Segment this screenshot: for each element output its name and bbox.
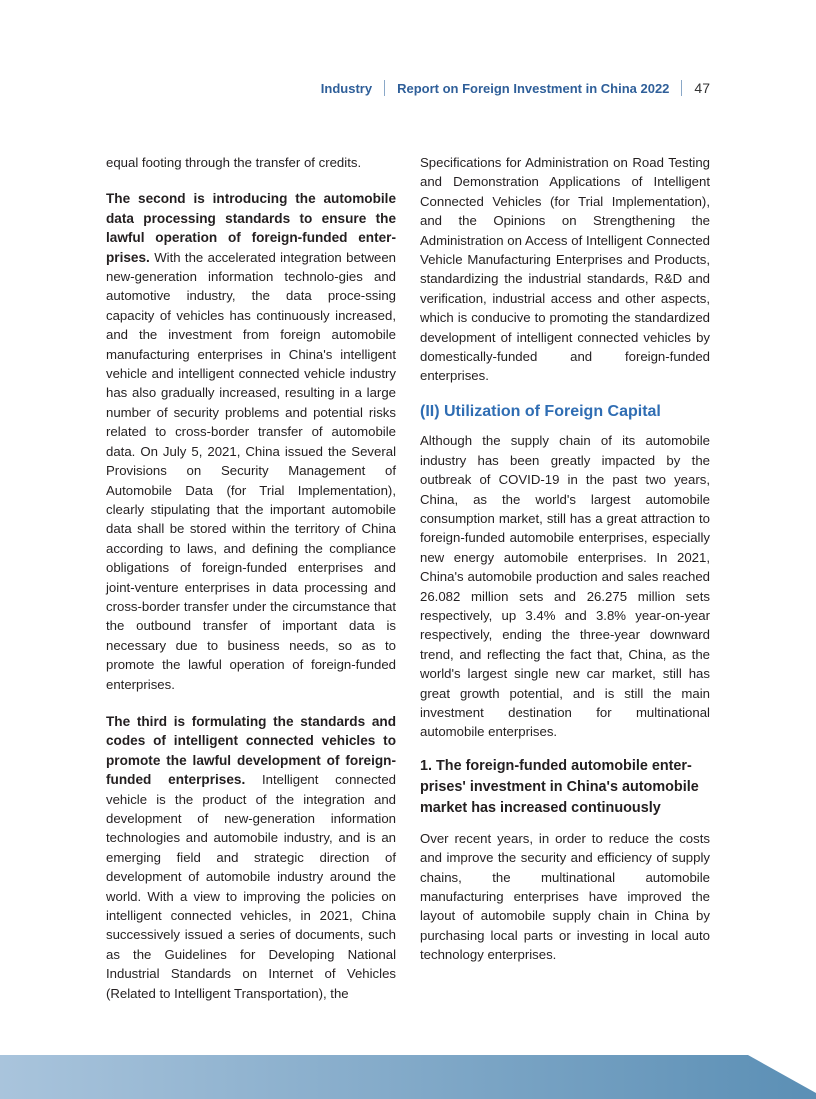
paragraph (106, 189, 396, 694)
header-section: Industry (320, 80, 373, 96)
right-column (420, 153, 710, 965)
paragraph-lead: The second is introducing the automobile data processing standards to ensure the lawful operation of foreign-funded enter-prises. (106, 191, 396, 265)
header-divider (681, 80, 682, 96)
paragraph-body: With the accelerated integration between new-generation information technolo-gies and automotive industry, the data proce-ssing capacity of vehicles has continuously increased, and the investment from foreign automobile manufacturing enterprises in China's intelligent vehicle and intelligent connected vehicle industry has also gradually increased, resulting in a large number of security problems and potential risks related to cross-border transfer of automobile data. On July 5, 2021, China issued the Several Provisions on Security Management of Automobile Data (for Trial Implementation), clearly stipulating that the important automobile data shall be stored within the territory of China according to laws, and defining the compliance obligations of foreign-funded enterprises and joint-venture enterprises in data processing and cross-border transfer under the circumstance that the outbound transfer of important data is necessary due to business needs, so as to promote the lawful operation of foreign-funded enterprises. (106, 249, 396, 692)
sub-heading: 1. The foreign-funded automobile enter-prises' investment in China's automobile market has increased continuously (420, 757, 699, 816)
paragraph-lead: The third is formulating the standards and codes of intelligent connected vehicles to promote the lawful development of foreign-funded enterprises. (106, 713, 396, 788)
paragraph: equal footing through the transfer of credits. (106, 155, 362, 170)
paragraph: Although the supply chain of its automobile industry has been greatly impacted by the outbreak of COVID-19 in the past two years, China, as the world's largest automobile consumption market, still has a great attraction to foreign-funded automobile enterprises, especially new energy automobile enterprises. In 2021, China's automobile production and sales reached 26.082 million sets and 26.275 million sets respectively, up 3.4% and 3.8% year-on-year respectively, ending the three-year downward trend, and reflecting the fact that, China, as the world's largest single new car market, still has great growth potential, and is still the main investment destination for multinational automobile enterprises. (420, 433, 710, 740)
left-column (106, 153, 396, 1003)
section-heading: (II) Utilization of Foreign Capital (420, 402, 661, 420)
paragraph: Over recent years, in order to reduce the costs and improve the security and efficiency of supply chains, the multinational automobile manufacturing enterprises have improved the layout of automobile supply chain in China by purchasing local parts or investing in local auto technology enterprises. (420, 830, 710, 963)
paragraph (106, 712, 396, 1003)
footer-decorative-bar (0, 1055, 816, 1099)
paragraph: Specifications for Administration on Road Testing and Demonstration Applications of Intelligent Connected Vehicles (for Trial Implementation), and the Opinions on Strengthening the Administration on Access of Intelligent Connected Vehicle Manufacturing Enterprises and Products, standardizing the industrial standards, R&D and verification, industrial access and other aspects, which is conducive to promoting the standardized development of intelligent connected vehicles by domestically-funded and foreign-funded enterprises. (420, 155, 710, 384)
running-header (321, 78, 710, 98)
page-number: 47 (694, 80, 710, 96)
header-report-title: Report on Foreign Investment in China 2022 (397, 80, 670, 96)
paragraph-body: Intelligent connected vehicle is the product of the integration and development of new-generation information technologies and automobile industry, and is an emerging field and strategic direction of development of automobile industry around the world. With a view to improving the policies on intelligent connected vehicles, in 2021, China successively issued a series of documents, such as the Guidelines for Developing National Industrial Standards on Internet of Vehicles (Related to Intelligent Transportation), the (106, 772, 396, 1001)
header-divider (384, 80, 385, 96)
